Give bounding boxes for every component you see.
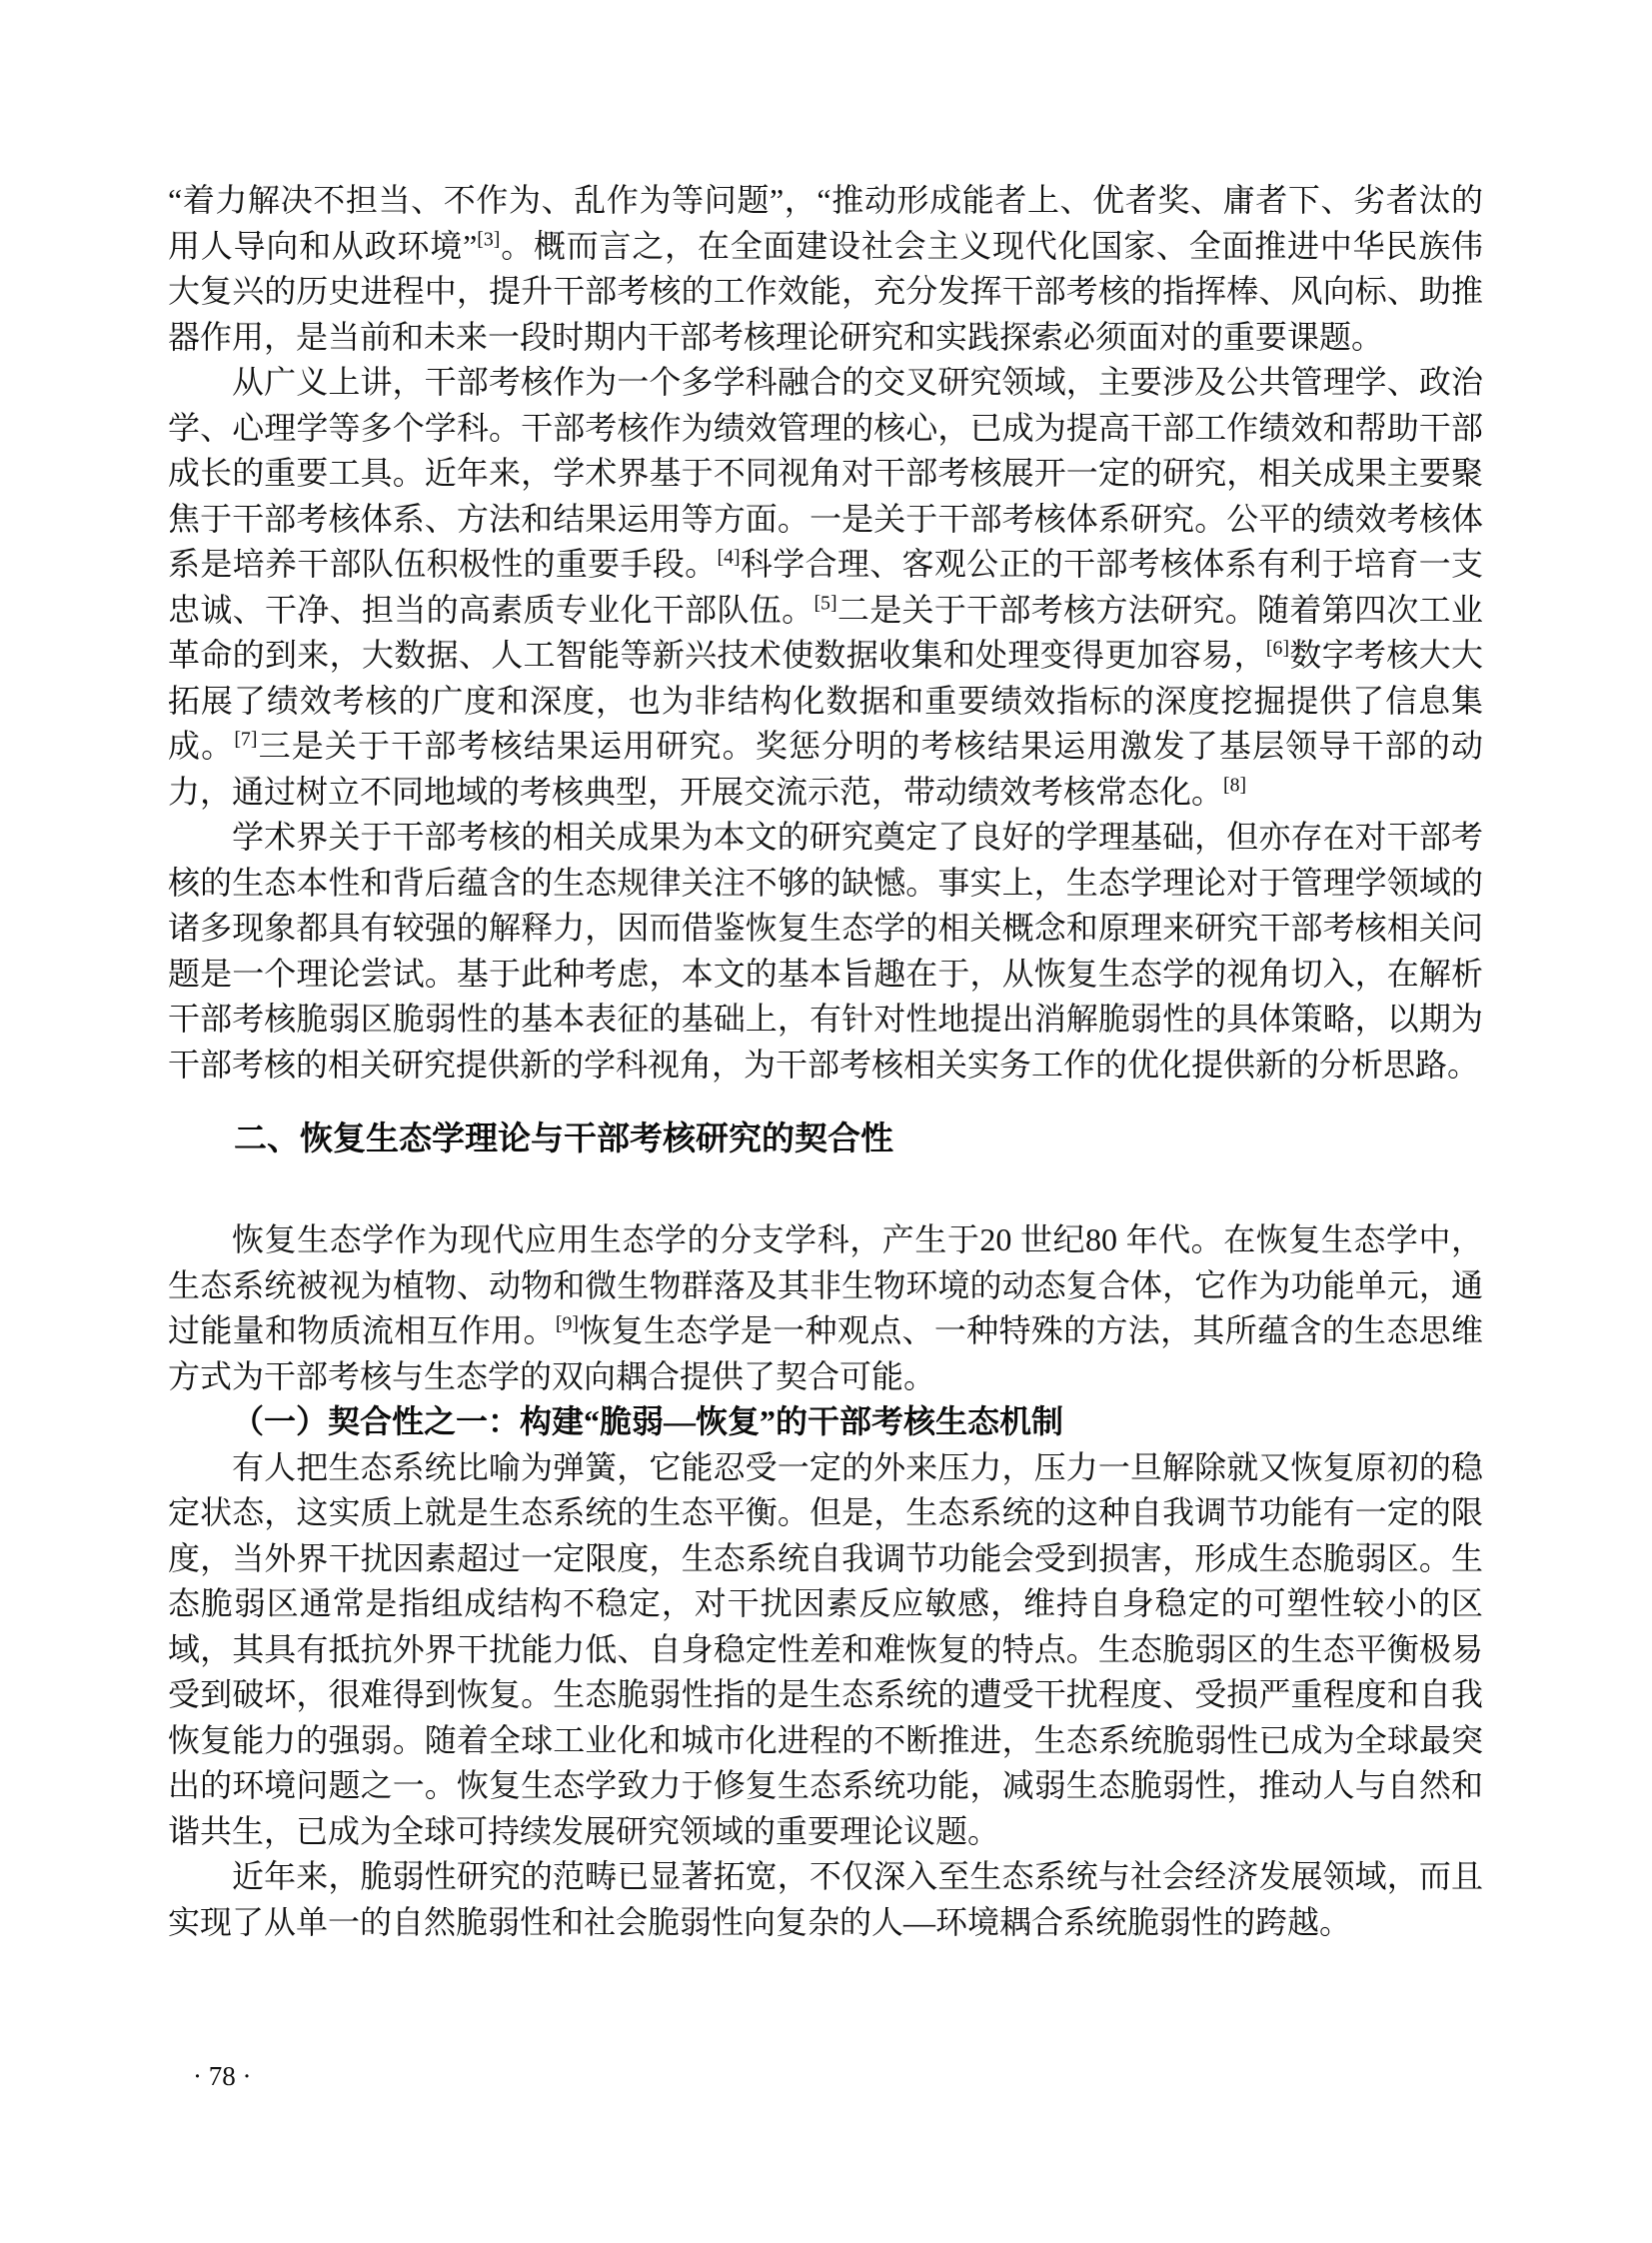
article-body — [168, 178, 1483, 1945]
paragraph: 恢复生态学作为现代应用生态学的分支学科，产生于20 世纪80 年代。在恢复生态学中，生态系统被视为植物、动物和微生物群落及其非生物环境的动态复合体，它作为功能单元，通过能量和物质流相互作用。[9]恢复生态学是一种观点、一种特殊的方法，其所蕴含的生态思维方式为干部考核与生态学的双向耦合提供了契合可能。 — [168, 1221, 1483, 1394]
citation-ref: [5] — [814, 591, 837, 614]
citation-ref: [8] — [1223, 773, 1247, 796]
paragraph: 近年来，脆弱性研究的范畴已显著拓宽，不仅深入至生态系统与社会经济发展领域，而且实现了从单一的自然脆弱性和社会脆弱性向复杂的人—环境耦合系统脆弱性的跨越。 — [168, 1858, 1483, 1940]
citation-ref: [4] — [717, 546, 741, 569]
paragraph: 从广义上讲，干部考核作为一个多学科融合的交叉研究领域，主要涉及公共管理学、政治学、心理学等多个学科。干部考核作为绩效管理的核心，已成为提高干部工作绩效和帮助干部成长的重要工具。近年来，学术界基于不同视角对干部考核展开一定的研究，相关成果主要聚焦于干部考核体系、方法和结果运用等方面。一是关于干部考核体系研究。公平的绩效考核体系是培养干部队伍积极性的重要手段。[4]科学合理、客观公正的干部考核体系有利于培育一支忠诚、干净、担当的高素质专业化干部队伍。[5]二是关于干部考核方法研究。随着第四次工业革命的到来，大数据、人工智能等新兴技术使数据收集和处理变得更加容易，[6]数字考核大大拓展了绩效考核的广度和深度，也为非结构化数据和重要绩效指标的深度挖掘提供了信息集成。[7]三是关于干部考核结果运用研究。奖惩分明的考核结果运用激发了基层领导干部的动力，通过树立不同地域的考核典型，开展交流示范，带动绩效考核常态化。[8] — [168, 364, 1483, 810]
citation-ref: [6] — [1265, 637, 1290, 660]
subsection-heading: （一）契合性之一：构建“脆弱—恢复”的干部考核生态机制 — [232, 1403, 1064, 1439]
paragraph: “着力解决不担当、不作为、乱作为等问题”，“推动形成能者上、优者奖、庸者下、劣者汰的用人导向和从政环境”[3]。概而言之，在全面建设社会主义现代化国家、全面推进中华民族伟大复兴的历史进程中，提升干部考核的工作效能，充分发挥干部考核的指挥棒、风向标、助推器作用，是当前和未来一段时期内干部考核理论研究和实践探索必须面对的重要课题。 — [168, 182, 1483, 355]
page-number: · 78 · — [193, 2061, 252, 2091]
paragraph: 有人把生态系统比喻为弹簧，它能忍受一定的外来压力，压力一旦解除就又恢复原初的稳定状态，这实质上就是生态系统的生态平衡。但是，生态系统的这种自我调节功能有一定的限度，当外界干扰因素超过一定限度，生态系统自我调节功能会受到损害，形成生态脆弱区。生态脆弱区通常是指组成结构不稳定，对干扰因素反应敏感，维持自身稳定的可塑性较小的区域，其具有抵抗外界干扰能力低、自身稳定性差和难恢复的特点。生态脆弱区的生态平衡极易受到破坏，很难得到恢复。生态脆弱性指的是生态系统的遭受干扰程度、受损严重程度和自我恢复能力的强弱。随着全球工业化和城市化进程的不断推进，生态系统脆弱性已成为全球最突出的环境问题之一。恢复生态学致力于修复生态系统功能，减弱生态脆弱性，推动人与自然和谐共生，已成为全球可持续发展研究领域的重要理论议题。 — [168, 1448, 1483, 1849]
section-heading: 二、恢复生态学理论与干部考核研究的契合性 — [234, 1120, 893, 1156]
citation-ref: [7] — [234, 728, 258, 751]
citation-ref: [9] — [555, 1312, 579, 1335]
citation-ref: [3] — [477, 227, 501, 250]
paragraph: 学术界关于干部考核的相关成果为本文的研究奠定了良好的学理基础，但亦存在对干部考核的生态本性和背后蕴含的生态规律关注不够的缺憾。事实上，生态学理论对于管理学领域的诸多现象都具有较强的解释力，因而借鉴恢复生态学的相关概念和原理来研究干部考核相关问题是一个理论尝试。基于此种考虑，本文的基本旨趣在于，从恢复生态学的视角切入，在解析干部考核脆弱区脆弱性的基本表征的基础上，有针对性地提出消解脆弱性的具体策略，以期为干部考核的相关研究提供新的学科视角，为干部考核相关实务工作的优化提供新的分析思路。 — [168, 819, 1483, 1083]
